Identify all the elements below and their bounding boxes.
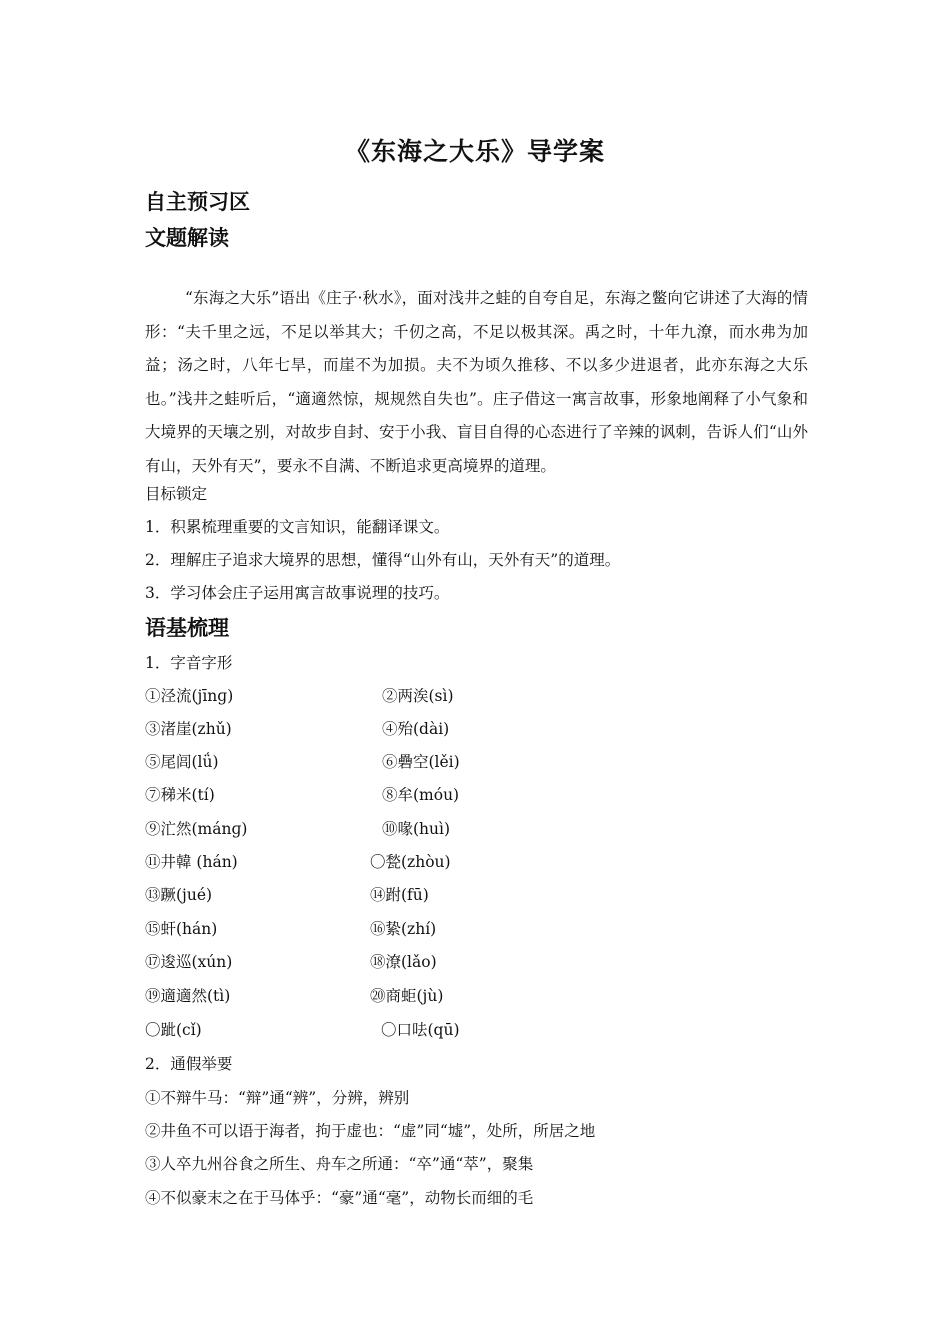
pronunciation-item: ⑧牟(móu)	[382, 786, 460, 804]
section-heading-preview: 自主预习区	[145, 190, 250, 214]
goals-heading: 目标锁定	[145, 485, 208, 503]
section-heading-language: 语基梳理	[145, 616, 229, 640]
tongjia-item: ②井鱼不可以语于海者，拘于虚也：“虚”同“墟”，处所，所居之地	[145, 1122, 596, 1140]
pronunciation-item: ①泾流(jīnɡ)	[145, 687, 234, 705]
interpretation-text: “东海之大乐”语出《庄子·秋水》，面对浅井之蛙的自夸自足，东海之鳖向它讲述了大海的情形：“夫千里之远，不足以举其大；千仞之高，不足以极其深。禹之时，十年九潦，而水弗为加益；汤之时，八年七旱，而崖不为加损。夫不为顷久推移、不以多少进退者，此亦东海之大乐也。”浅井之蛙听后，“適適然惊，规规然自失也”。庄子借这一寓言故事，形象地阐释了小气象和大境界的天壤之别，对故步自封、安于小我、盲目自得的心态进行了辛辣的讽刺，告诉人们“山外有山，天外有天”，要永不自满、不断追求更高境界的道理。	[145, 289, 808, 475]
pronunciation-item: ⑤尾闾(lǘ)	[145, 753, 219, 771]
pronunciation-item: ⑥礨空(lěi)	[382, 753, 460, 771]
pronunciation-item: ⑦稊米(tí)	[145, 786, 215, 804]
pronunciation-item: 〇甃(zhòu)	[370, 853, 451, 871]
pronunciation-item: ③渚崖(zhǔ)	[145, 720, 232, 738]
pronunciation-item: ⑱潦(lǎo)	[370, 953, 437, 971]
pronunciation-item: ⑮虷(hán)	[145, 920, 218, 938]
tongjia-item: ①不辩牛马：“辩”通“辨”，分辨，辨别	[145, 1089, 410, 1107]
pronunciation-item: ⑪井韓 (hán)	[145, 853, 238, 871]
subheading-pronunciation: 1．字音字形	[145, 654, 233, 672]
subheading-tongjia: 2．通假举要	[145, 1055, 233, 1073]
interpretation-paragraph	[145, 282, 808, 484]
pronunciation-item: ⑭跗(fū)	[370, 886, 429, 904]
goal-item: 3．学习体会庄子运用寓言故事说理的技巧。	[145, 584, 450, 602]
pronunciation-item: ⑬蹶(jué)	[145, 886, 213, 904]
pronunciation-item: ⑰逡巡(xún)	[145, 953, 233, 971]
tongjia-item: ③人卒九州谷食之所生、舟车之所通：“卒”通“萃”，聚集	[145, 1155, 534, 1173]
goal-item: 2．理解庄子追求大境界的思想，懂得“山外有山，天外有天”的道理。	[145, 551, 621, 569]
goal-item: 1．积累梳理重要的文言知识，能翻译课文。	[145, 518, 450, 536]
pronunciation-item: ⑩喙(huì)	[382, 820, 451, 838]
pronunciation-item: ⑯絷(zhí)	[370, 920, 437, 938]
pronunciation-item: 〇跐(cǐ)	[145, 1021, 202, 1039]
pronunciation-item: 〇口呿(qū)	[381, 1021, 460, 1039]
document-title: 《东海之大乐》导学案	[344, 137, 605, 166]
pronunciation-item: ④殆(dài)	[382, 720, 450, 738]
tongjia-item: ④不似豪末之在于马体乎：“豪”通“毫”，动物长而细的毛	[145, 1189, 534, 1207]
pronunciation-item: ⑲適適然(tì)	[145, 987, 231, 1005]
pronunciation-item: ⑨汒然(mánɡ)	[145, 820, 248, 838]
pronunciation-item: ⑳商蚷(jù)	[370, 987, 444, 1005]
pronunciation-item: ②两涘(sì)	[382, 687, 454, 705]
section-heading-title-interpretation: 文题解读	[145, 226, 229, 250]
